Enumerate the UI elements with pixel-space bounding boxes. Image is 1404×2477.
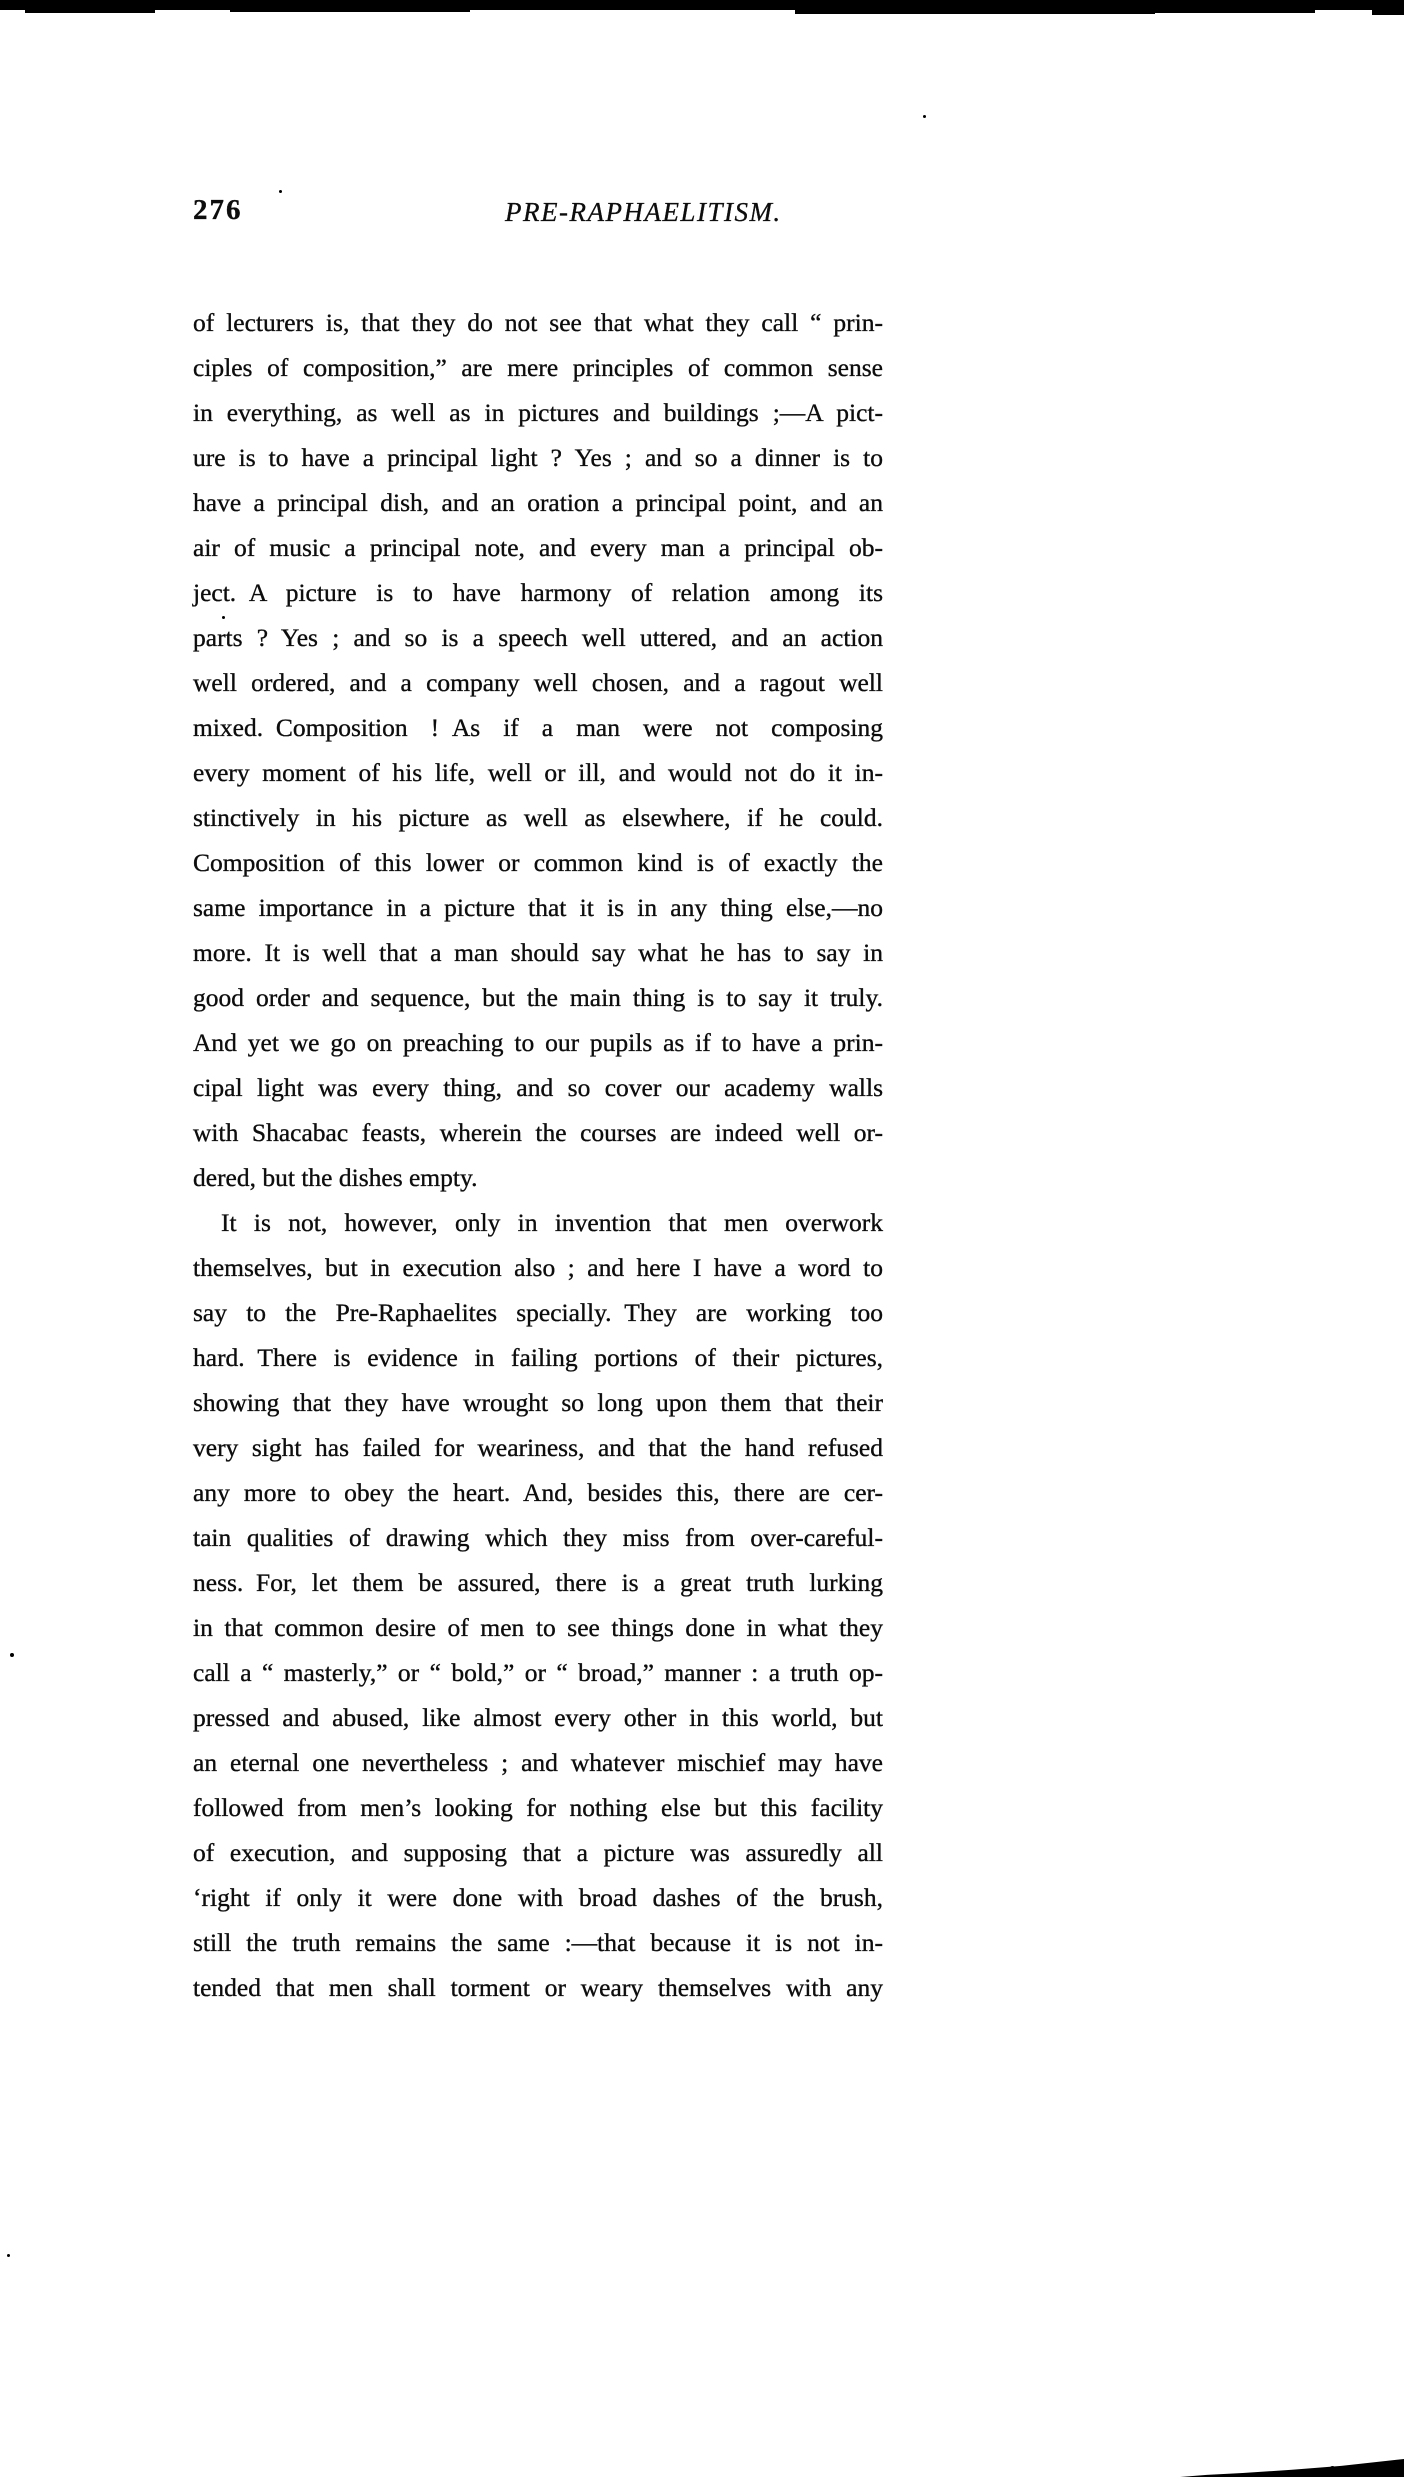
text-line: hard. There is evidence in failing portions of their pictures, [193,1343,883,1372]
text-line: parts ? Yes ; and so is a speech well uttered, and an action [193,623,883,652]
text-line: still the truth remains the same :—that because it is not in- [193,1928,883,1957]
text-line: themselves, but in execution also ; and here I have a word to [193,1253,883,1282]
scan-artifact-top-bar-segment [230,0,470,12]
scan-artifact-speck [7,2254,10,2257]
text-line: ness. For, let them be assured, there is a great truth lurking [193,1568,883,1597]
scan-artifact-speck [923,115,926,118]
text-line: air of music a principal note, and every man a principal ob- [193,533,883,562]
text-line: cipal light was every thing, and so cover our academy walls [193,1073,883,1102]
text-line: every moment of his life, well or ill, and would not do it in- [193,758,883,787]
text-line: very sight has failed for weariness, and that the hand refused [193,1433,883,1462]
scan-artifact-speck [10,1653,14,1657]
scan-artifact-speck [279,190,282,193]
text-line: any more to obey the heart. And, besides this, there are cer- [193,1478,883,1507]
text-line: say to the Pre-Raphaelites specially. They are working too [193,1298,883,1327]
text-line: showing that they have wrought so long upon them that their [193,1388,883,1417]
text-line: more. It is well that a man should say what he has to say in [193,938,883,967]
text-line: followed from men’s looking for nothing else but this facility [193,1793,883,1822]
text-line: of execution, and supposing that a picture was assuredly all [193,1838,883,1867]
text-line: stinctively in his picture as well as elsewhere, if he could. [193,803,883,832]
text-line: mixed. Composition ! As if a man were not composing [193,713,883,742]
text-line: tended that men shall torment or weary themselves with any [193,1973,883,2002]
text-line: with Shacabac feasts, wherein the courses are indeed well or- [193,1118,883,1147]
text-line: call a “ masterly,” or “ bold,” or “ broad,” manner : a truth op- [193,1658,883,1687]
running-title: PRE-RAPHAELITISM. [505,197,782,227]
text-line: ‘right if only it were done with broad dashes of the brush, [193,1883,883,1912]
text-line: in that common desire of men to see things done in what they [193,1613,883,1642]
scan-artifact-top-bar-segment [1085,0,1315,13]
text-line: ject. A picture is to have harmony of relation among its [193,578,883,607]
scan-artifact-top-bar-segment [1372,0,1404,15]
scan-artifact-speck [1330,2466,1335,2470]
text-line: ciples of composition,” are mere principles of common sense [193,353,883,382]
text-line: good order and sequence, but the main thing is to say it truly. [193,983,883,1012]
text-line: pressed and abused, like almost every other in this world, but [193,1703,883,1732]
text-line: of lecturers is, that they do not see that what they call “ prin- [193,308,883,337]
text-line: It is not, however, only in invention that men overwork [221,1208,883,1237]
scan-artifact-top-bar-segment [25,0,155,13]
paragraph [193,1200,883,2010]
text-line: in everything, as well as in pictures and buildings ;—A pict- [193,398,883,427]
text-line: well ordered, and a company well chosen, and a ragout well [193,668,883,697]
page-number: 276 [193,194,243,226]
scan-artifact-bottom-wedge [1180,2459,1404,2477]
paragraph [193,300,883,1200]
text-line: ure is to have a principal light ? Yes ; and so a dinner is to [193,443,883,472]
text-line: And yet we go on preaching to our pupils as if to have a prin- [193,1028,883,1057]
text-line: have a principal dish, and an oration a principal point, and an [193,488,883,517]
text-line: dered, but the dishes empty. [193,1163,478,1192]
text-line: same importance in a picture that it is in any thing else,—no [193,893,883,922]
body-text [193,300,883,2010]
text-line: Composition of this lower or common kind is of exactly the [193,848,883,877]
text-line: an eternal one nevertheless ; and whatever mischief may have [193,1748,883,1777]
text-line: tain qualities of drawing which they miss from over-careful- [193,1523,883,1552]
